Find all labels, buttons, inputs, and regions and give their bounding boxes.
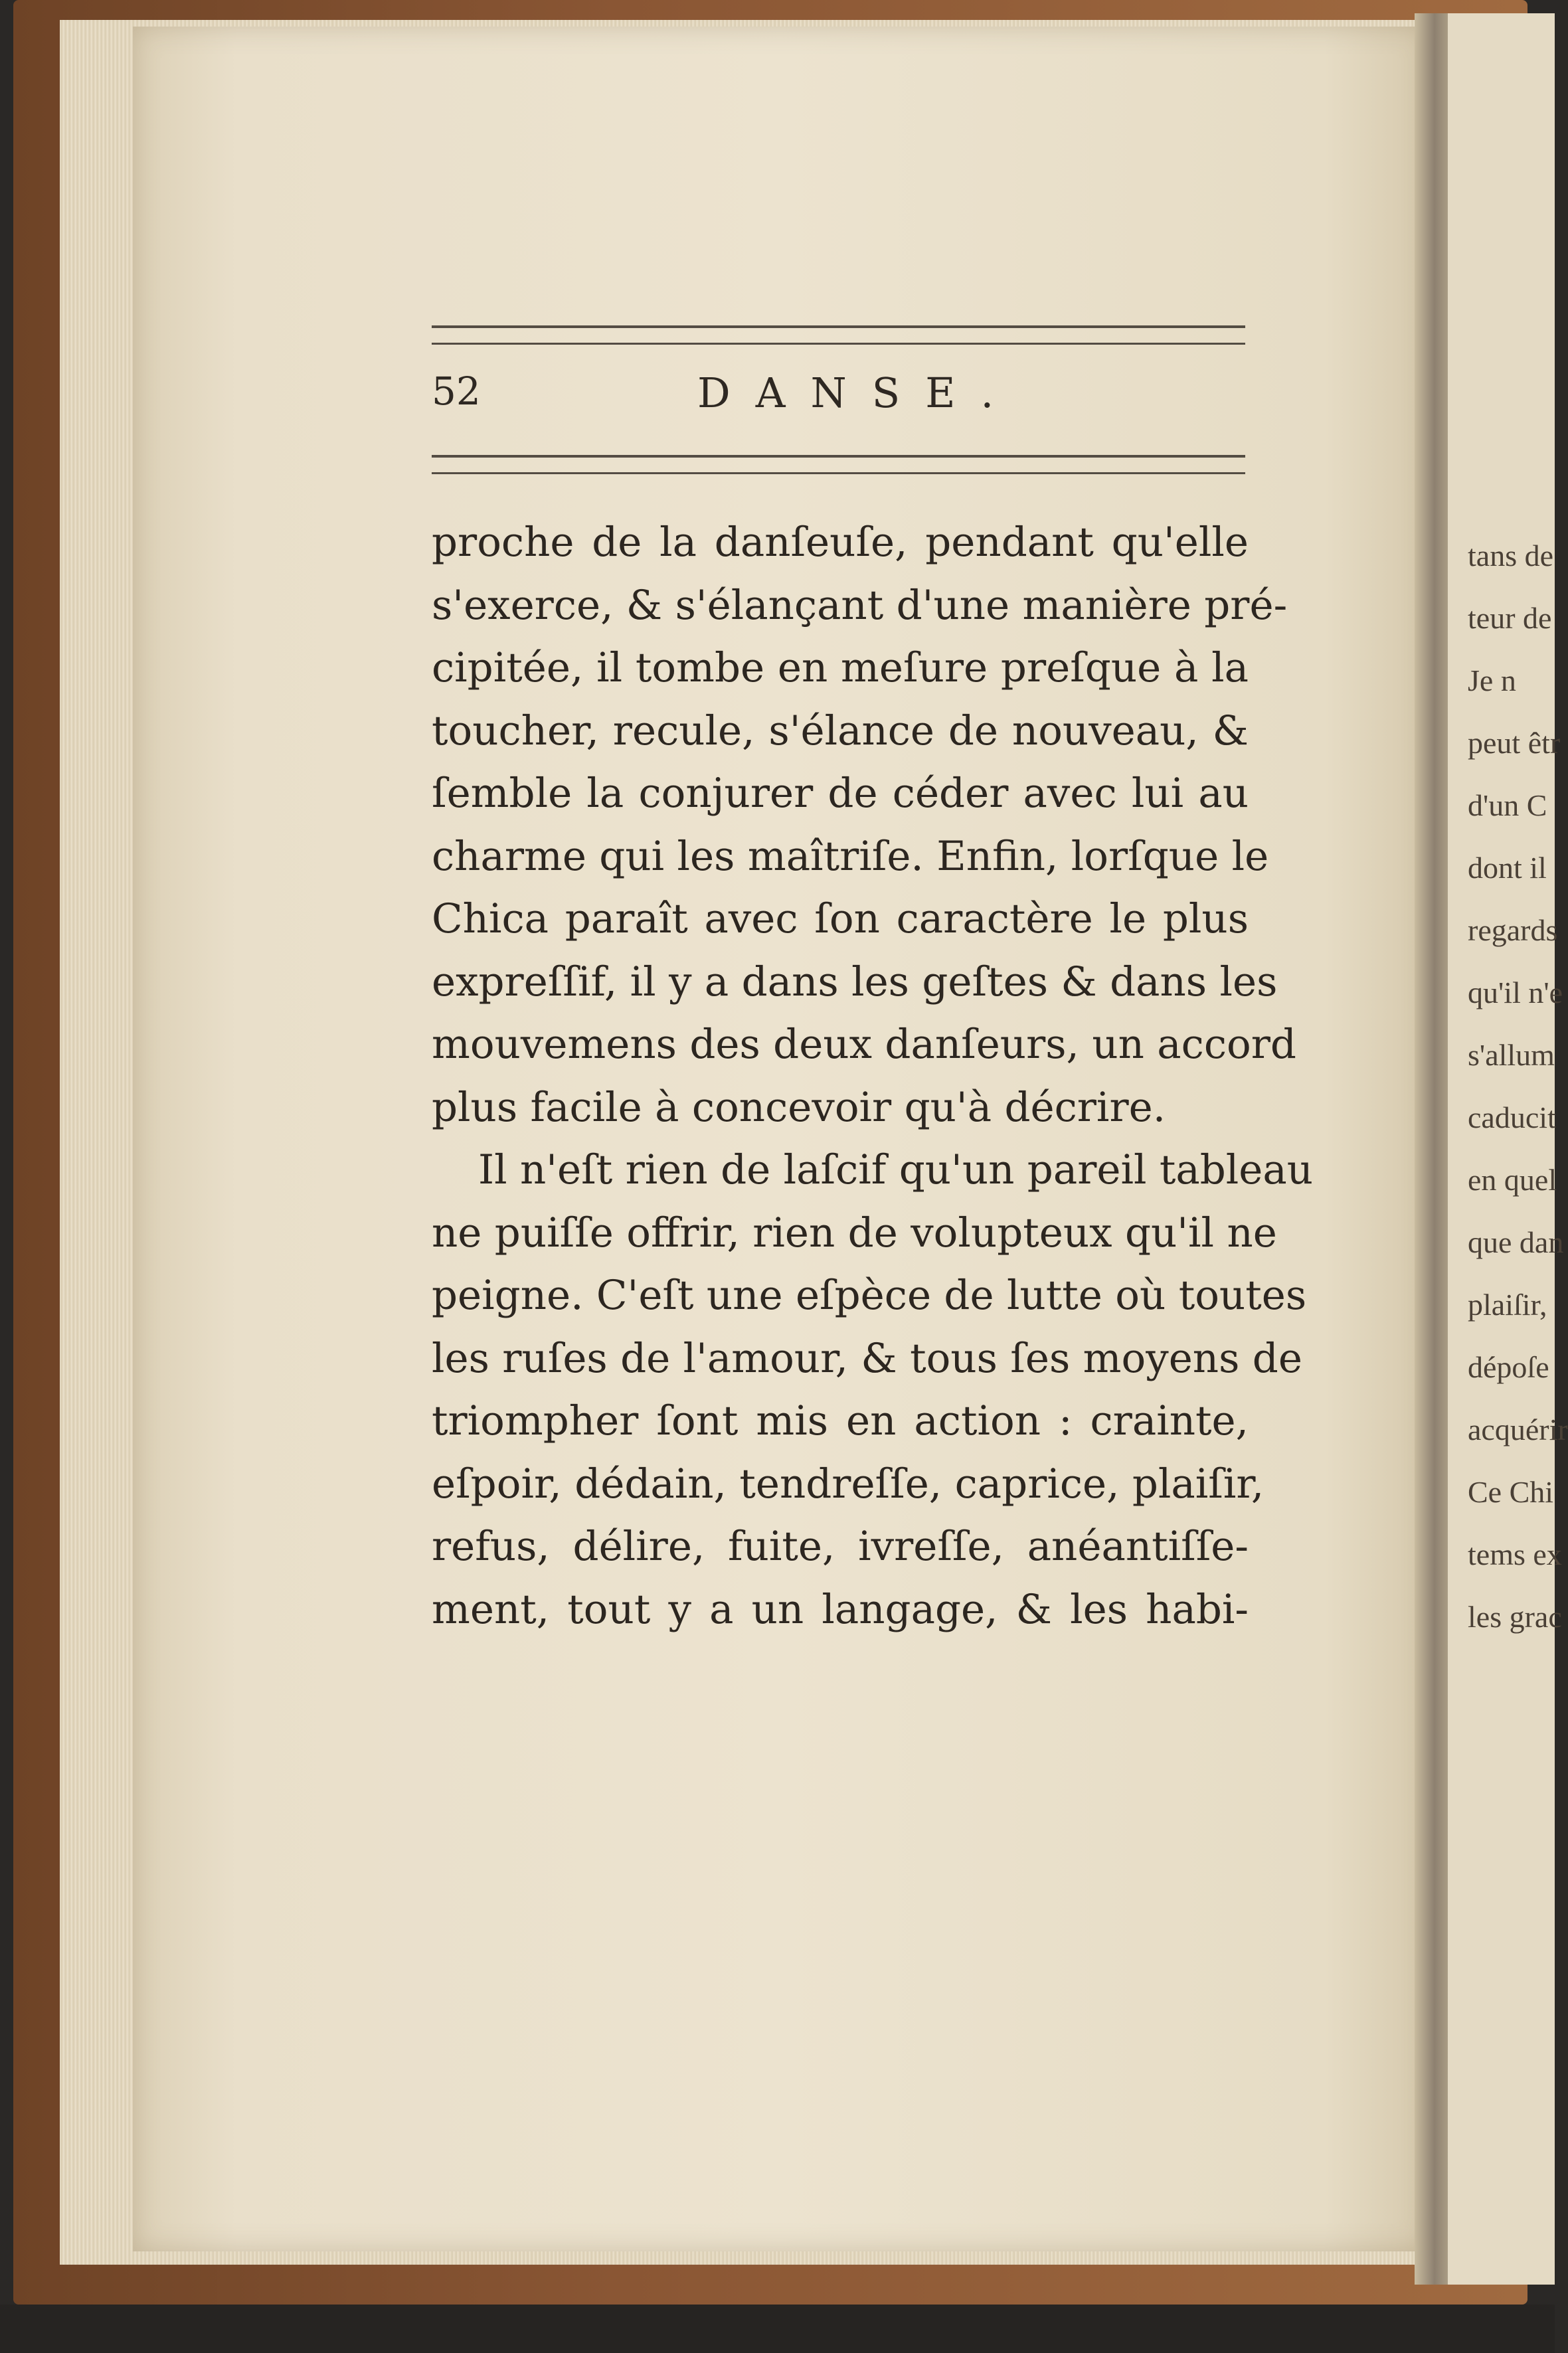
text-line: peigne. C'eſt une eſpèce de lutte où toutes <box>432 1272 1307 1319</box>
text-line: ſemble la conjurer de céder avec lui au <box>432 770 1249 817</box>
facing-page-fragment: acquérir <box>1468 1413 1568 1446</box>
page-number: 52 <box>432 369 481 414</box>
page-header <box>432 369 1245 428</box>
facing-page-fragment: plaiſir, <box>1468 1288 1547 1322</box>
facing-page-fragment: Je n <box>1468 663 1516 697</box>
header-rule-top <box>432 325 1245 345</box>
facing-page-fragment: regards <box>1468 913 1558 947</box>
facing-page-fragment: caducit <box>1468 1100 1556 1134</box>
body-text <box>432 511 1314 1641</box>
facing-page-fragment: teur de <box>1468 601 1552 635</box>
facing-page-fragment: d'un C <box>1468 788 1547 822</box>
facing-page-fragment: les grac <box>1468 1600 1562 1634</box>
text-line: Chica paraît avec ſon caractère le plus <box>432 895 1249 942</box>
text-line: plus facile à concevoir qu'à décrire. <box>432 1083 1166 1131</box>
facing-page-fragment: dépoſe <box>1468 1350 1549 1384</box>
text-line: expreſſif, il y a dans les geſtes & dans les <box>432 958 1278 1005</box>
text-line: mouvemens des deux danſeurs, un accord <box>432 1021 1296 1068</box>
text-line: charme qui les maîtriſe. Enfin, lorſque le <box>432 832 1269 880</box>
facing-page-fragment: tans de <box>1468 539 1554 572</box>
facing-page-fragment: qu'il n'e <box>1468 976 1563 1009</box>
text-line: refus, délire, fuite, ivreſſe, anéantiſſe- <box>432 1523 1249 1570</box>
facing-page-fragment: tems ex <box>1468 1537 1562 1571</box>
text-line: s'exerce, & s'élançant d'une manière pré- <box>432 581 1288 629</box>
text-line: ment, tout y a un langage, & les habi- <box>432 1585 1249 1633</box>
text-line: ne puiſſe offrir, rien de volupteux qu'il ne <box>432 1209 1277 1257</box>
facing-page-fragment: que dan <box>1468 1225 1564 1259</box>
facing-page-fragment: dont il <box>1468 851 1547 885</box>
running-head: DANSE. <box>697 369 1019 417</box>
text-line: les ruſes de l'amour, & tous ſes moyens de <box>432 1334 1302 1382</box>
facing-page-fragment: peut êtr <box>1468 726 1561 760</box>
facing-page-fragment: en quel <box>1468 1163 1557 1197</box>
text-line: toucher, recule, s'élance de nouveau, & <box>432 707 1249 754</box>
header-rule-bottom <box>432 455 1245 474</box>
text-line: Il n'eſt rien de laſcif qu'un pareil tableau <box>478 1146 1314 1193</box>
facing-page-fragment: s'allum <box>1468 1038 1555 1072</box>
facing-page-fragment: Ce Chi <box>1468 1475 1554 1509</box>
facing-page <box>1448 13 1568 2285</box>
text-line: proche de la danſeuſe, pendant qu'elle <box>432 519 1249 566</box>
text-line: cipitée, il tombe en meſure preſque à la <box>432 644 1249 691</box>
background-strip <box>0 2305 1555 2353</box>
text-line: eſpoir, dédain, tendreſſe, caprice, plaiſir, <box>432 1460 1264 1508</box>
text-line: triompher ſont mis en action : crainte, <box>432 1397 1249 1444</box>
